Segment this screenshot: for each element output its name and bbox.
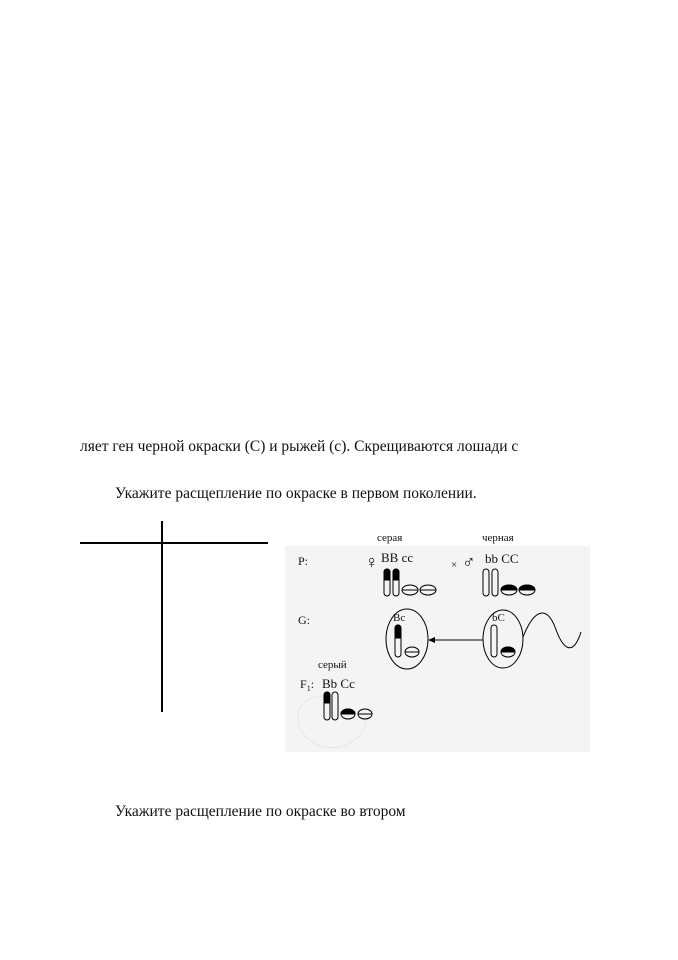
f1-genotype: Bb Cc xyxy=(322,676,355,691)
gamete-bc-label: Bc xyxy=(393,612,406,624)
question-first-generation: Укажите расщепление по окраске в первом поколении. xyxy=(115,485,477,502)
genetics-cross-diagram xyxy=(285,522,595,754)
gamete-bC-label: bC xyxy=(492,612,505,624)
t-chart-horizontal-line xyxy=(80,542,268,544)
f1-phenotype: серый xyxy=(318,659,347,671)
question-second-generation: Укажите расщепление по окраске во втором xyxy=(115,803,406,820)
t-chart-vertical-line xyxy=(161,521,163,712)
problem-text-line: ляет ген черной окраски (С) и рыжей (с). Скрещиваются лошади с xyxy=(80,438,519,455)
female-genotype: BB cc xyxy=(381,550,414,565)
p-generation-label: P: xyxy=(298,554,309,568)
male-symbol-icon: ♂ xyxy=(462,552,476,572)
parent-phenotype-grey: серая xyxy=(377,532,403,544)
cross-symbol: × xyxy=(451,559,458,571)
female-symbol-icon: ♀ xyxy=(365,552,379,572)
diagram-background xyxy=(285,546,590,752)
f1-label: $F_1$: xyxy=(300,677,315,693)
parent-phenotype-black: черная xyxy=(482,532,514,544)
male-genotype: bb CC xyxy=(485,551,519,566)
g-generation-label: G: xyxy=(298,613,310,627)
